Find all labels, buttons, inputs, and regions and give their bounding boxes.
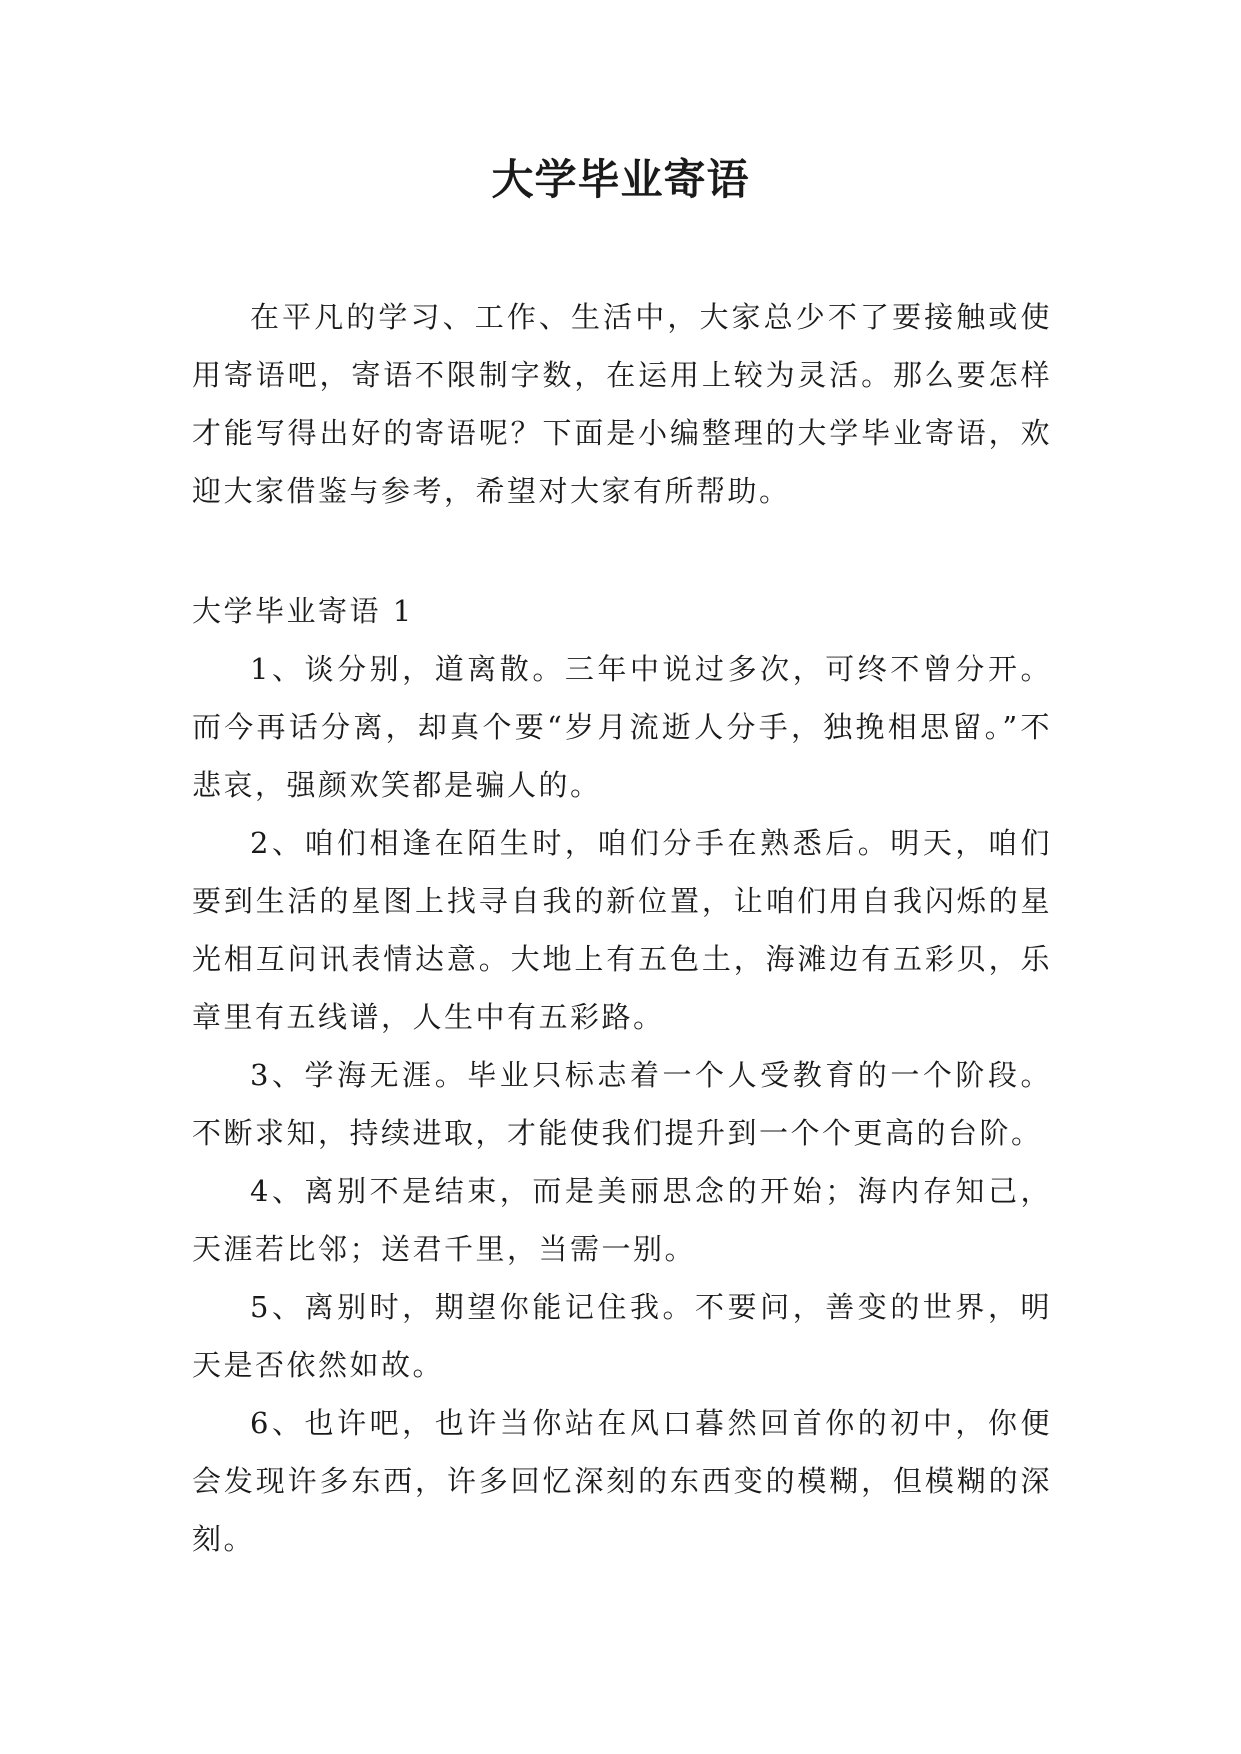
list-item: 3、学海无涯。毕业只标志着一个人受教育的一个阶段。不断求知，持续进取，才能使我们提升到一个个更高的台阶。	[192, 1058, 1052, 1150]
list-item: 2、咱们相逢在陌生时，咱们分手在熟悉后。明天，咱们要到生活的星图上找寻自我的新位置，让咱们用自我闪烁的星光相互问讯表情达意。大地上有五色土，海滩边有五彩贝，乐章里有五线谱，人生中有五彩路。	[192, 826, 1052, 1034]
list-item: 1、谈分别，道离散。三年中说过多次，可终不曾分开。而今再话分离，却真个要“岁月流逝人分手，独挽相思留。”不悲哀，强颜欢笑都是骗人的。	[192, 652, 1052, 802]
document-body	[192, 288, 1052, 1568]
list-item: 5、离别时，期望你能记住我。不要问，善变的世界，明天是否依然如故。	[192, 1290, 1052, 1382]
list-item: 4、离别不是结束，而是美丽思念的开始；海内存知己，天涯若比邻；送君千里，当需一别。	[192, 1174, 1052, 1266]
section-heading: 大学毕业寄语 1	[192, 594, 414, 628]
intro-paragraph: 在平凡的学习、工作、生活中，大家总少不了要接触或使用寄语吧，寄语不限制字数，在运用上较为灵活。那么要怎样才能写得出好的寄语呢？下面是小编整理的大学毕业寄语，欢迎大家借鉴与参考，希望对大家有所帮助。	[192, 300, 1052, 508]
document-title: 大学毕业寄语	[491, 155, 750, 204]
list-item: 6、也许吧，也许当你站在风口暮然回首你的初中，你便会发现许多东西，许多回忆深刻的东西变的模糊，但模糊的深刻。	[192, 1406, 1052, 1556]
